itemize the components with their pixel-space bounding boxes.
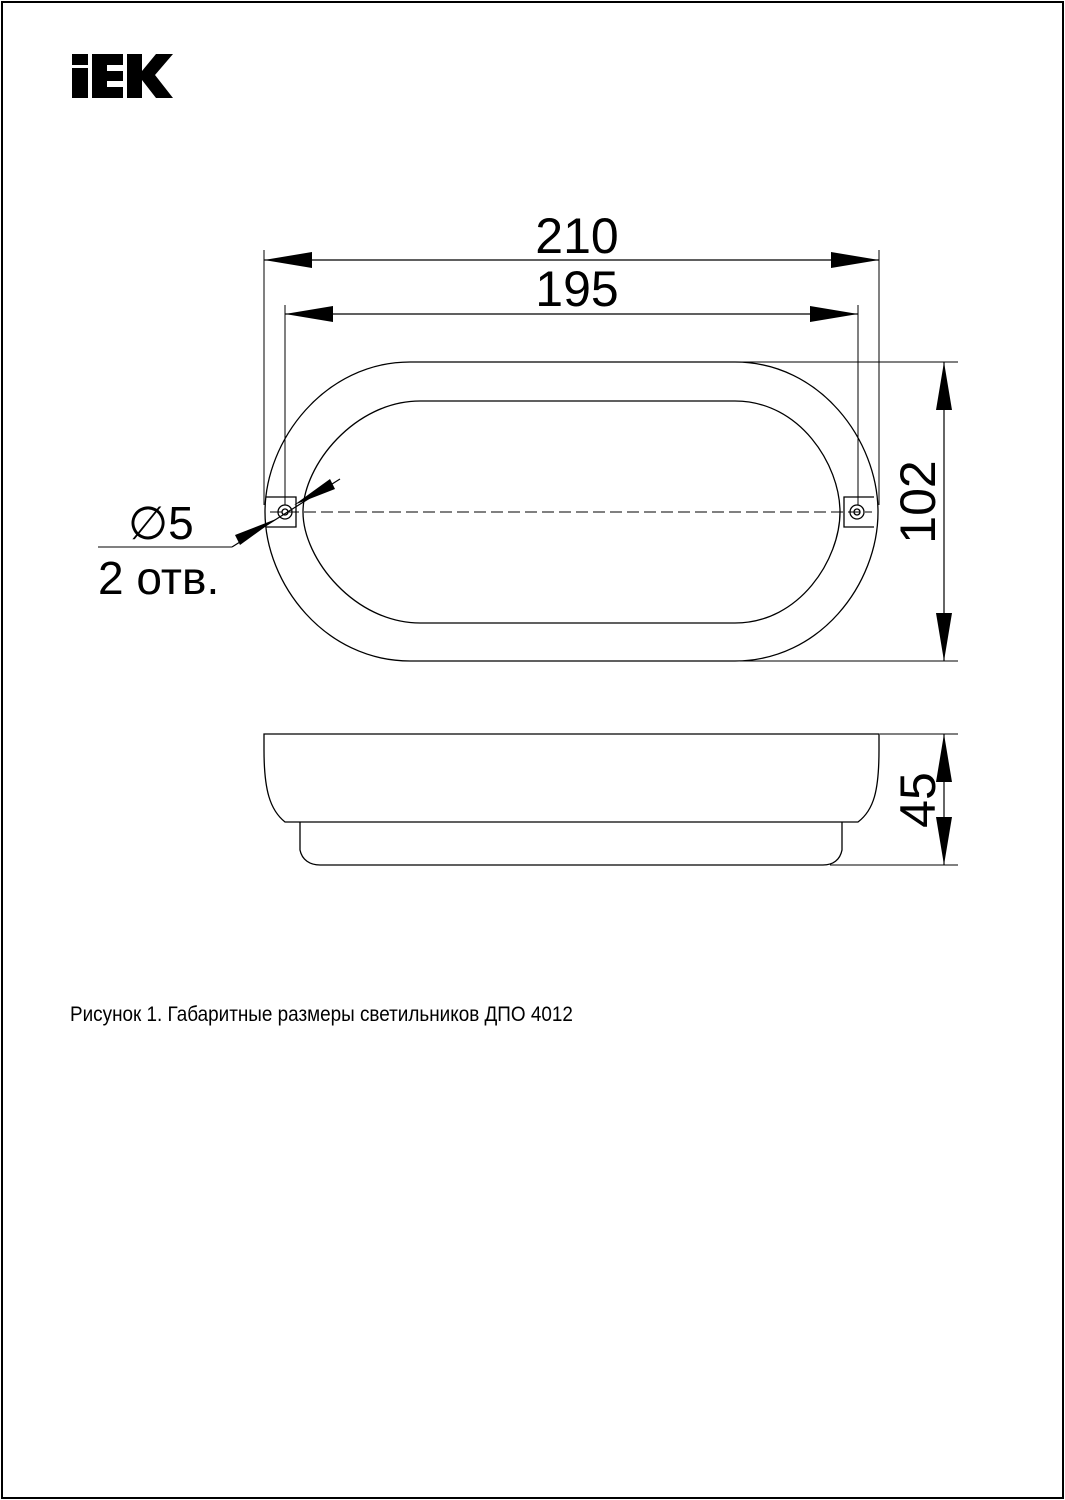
dimension-value-45: 45	[890, 772, 946, 828]
dimension-mounting-spacing	[285, 305, 858, 505]
dimension-value-210: 210	[535, 208, 619, 264]
top-view	[265, 362, 878, 661]
iek-logo	[72, 54, 173, 98]
diffuser-side-profile	[300, 822, 842, 865]
hole-count-label: 2 отв.	[98, 552, 220, 604]
housing-side-profile	[264, 734, 879, 822]
dimension-value-102: 102	[890, 460, 946, 544]
figure-caption: Рисунок 1. Габаритные размеры светильников ДПО 4012	[70, 1003, 573, 1026]
hole-diameter-label: ∅5	[128, 497, 194, 549]
housing-outline	[265, 362, 878, 661]
side-view	[264, 734, 879, 865]
dimension-value-195: 195	[535, 261, 619, 317]
sheet-border	[2, 2, 1063, 1498]
